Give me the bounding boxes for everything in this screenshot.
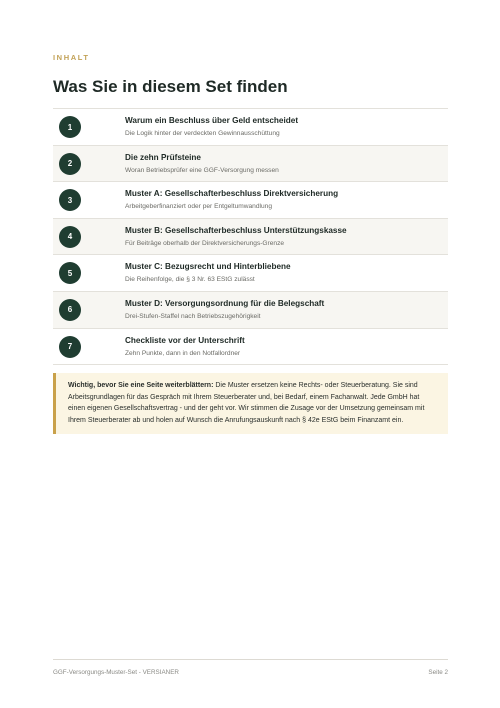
table-of-contents — [53, 108, 448, 365]
section-eyebrow: INHALT — [53, 53, 90, 62]
toc-title: Die zehn Prüfsteine — [125, 152, 201, 162]
toc-title: Muster A: Gesellschafterbeschluss Direktversicherung — [125, 189, 339, 199]
toc-subtitle: Woran Betriebsprüfer eine GGF-Versorgung messen — [125, 166, 279, 174]
footer-document-name: GGF-Versorgungs-Muster-Set - VERSIANER — [53, 669, 179, 676]
toc-title: Muster C: Bezugsrecht und Hinterbliebene — [125, 262, 291, 272]
toc-row — [53, 255, 448, 292]
toc-number-badge: 3 — [59, 189, 81, 211]
toc-subtitle: Die Reihenfolge, die § 3 Nr. 63 EStG zulässt — [125, 276, 255, 284]
disclaimer-notice — [53, 373, 448, 434]
toc-title: Warum ein Beschluss über Geld entscheidet — [125, 116, 299, 125]
page-title: Was Sie in diesem Set finden — [53, 77, 288, 96]
toc-number-badge: 5 — [59, 262, 81, 284]
footer-page-number: Seite 2 — [428, 669, 448, 676]
toc-row — [53, 219, 448, 256]
toc-row — [53, 329, 448, 366]
toc-number-badge: 6 — [59, 299, 81, 321]
toc-subtitle: Drei-Stufen-Staffel nach Betriebszugehörigkeit — [125, 312, 261, 320]
toc-row — [53, 182, 448, 219]
toc-subtitle: Arbeitgeberfinanziert oder per Entgeltumwandlung — [125, 203, 272, 211]
toc-number-badge: 7 — [59, 336, 81, 358]
toc-title: Muster B: Gesellschafterbeschluss Unterstützungskasse — [125, 225, 347, 235]
toc-subtitle: Zehn Punkte, dann in den Notfallordner — [125, 349, 241, 357]
toc-title: Muster D: Versorgungsordnung für die Belegschaft — [125, 298, 325, 308]
toc-number-badge: 1 — [59, 116, 81, 138]
footer-divider — [53, 659, 448, 660]
toc-row — [53, 108, 448, 146]
toc-number-badge: 2 — [59, 153, 81, 175]
notice-body: Die Muster ersetzen keine Rechts- oder Steuerberatung. Sie sind Arbeitsgrundlagen für das Gespräch mit Ihrem Steuerberater und, bei Bedarf, einem Fachanwalt. Jede GmbH hat einen eigenen Gesellschaftsvertrag - und der geht vor. Wir stimmen die Zusage vor der Umsetzung gemeinsam mit Ihrem Steuerberater ab und holen auf Wunsch die Anrufungsauskunft nach § 42e EStG beim Finanzamt ein. — [68, 382, 425, 424]
toc-title: Checkliste vor der Unterschrift — [125, 335, 245, 345]
notice-lead: Wichtig, bevor Sie eine Seite weiterblättern: — [68, 382, 214, 389]
toc-subtitle: Die Logik hinter der verdeckten Gewinnausschüttung — [125, 130, 280, 137]
toc-subtitle: Für Beiträge oberhalb der Direktversicherungs-Grenze — [125, 239, 285, 247]
page — [53, 0, 448, 708]
toc-number-badge: 4 — [59, 226, 81, 248]
toc-row — [53, 146, 448, 183]
toc-row — [53, 292, 448, 329]
